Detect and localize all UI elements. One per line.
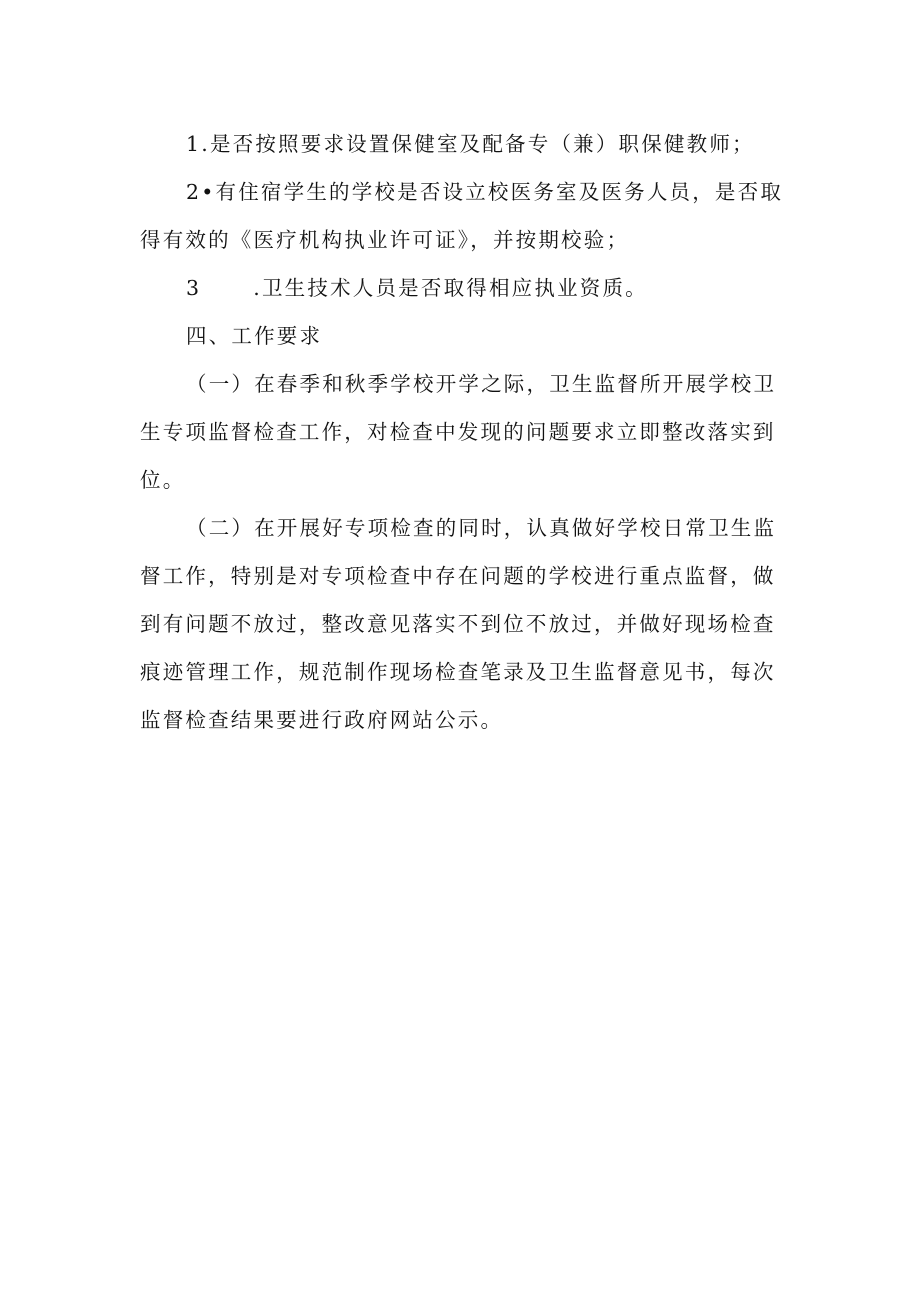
- text-line: 到有问题不放过，整改意见落实不到位不放过，并做好现场检查: [140, 612, 776, 636]
- text-line: 四、工作要求: [186, 324, 323, 348]
- text-line: （一）在春季和秋季学校开学之际，卫生监督所开展学校卫: [186, 372, 777, 396]
- text-line: 位。: [140, 468, 186, 492]
- text-line: 监督检查结果要进行政府网站公示。: [140, 708, 504, 732]
- item-2: [140, 168, 790, 264]
- text-line: 生专项监督检查工作，对检查中发现的问题要求立即整改落实到: [140, 420, 776, 444]
- text-line: 1.是否按照要求设置保健室及配备专（兼）职保健教师；: [186, 132, 755, 156]
- item-1: [140, 120, 790, 168]
- requirement-1: [140, 360, 790, 504]
- text-line: 2•有住宿学生的学校是否设立校医务室及医务人员，是否取: [186, 180, 784, 204]
- text-line: 痕迹管理工作，规范制作现场检查笔录及卫生监督意见书，每次: [140, 660, 776, 684]
- text-line: [140, 264, 790, 312]
- text-line: （二）在开展好专项检查的同时，认真做好学校日常卫生监: [186, 516, 777, 540]
- text-line: 得有效的《医疗机构执业许可证》，并按期校验；: [140, 228, 630, 252]
- item-number: 3: [186, 276, 202, 300]
- text-line: 督工作，特别是对专项检查中存在问题的学校进行重点监督，做: [140, 564, 776, 588]
- item-text: .卫生技术人员是否取得相应执业资质。: [253, 276, 648, 300]
- section-heading: [140, 312, 790, 360]
- item-3: [140, 264, 790, 312]
- document-body: [140, 120, 790, 744]
- requirement-2: [140, 504, 790, 744]
